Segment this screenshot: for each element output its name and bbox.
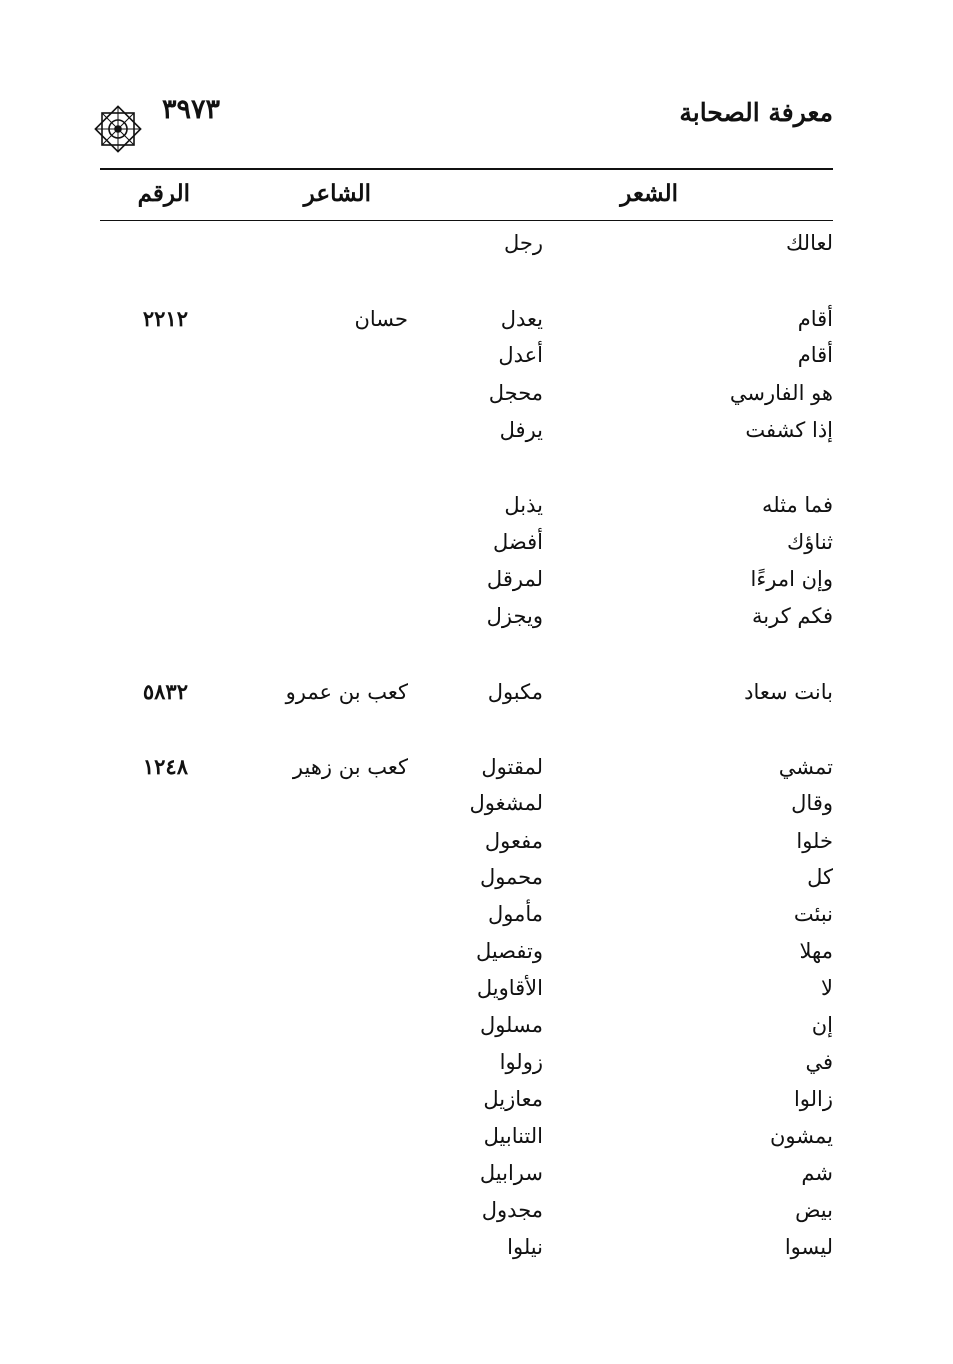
verse-rhyme: لمشغول (469, 791, 543, 815)
table-row (0, 490, 953, 524)
verse-opening: شم (801, 1161, 833, 1185)
verse-rhyme: مأمول (487, 902, 543, 926)
verse-rhyme: مفعول (484, 829, 543, 853)
table-row (0, 899, 953, 933)
table-row (0, 862, 953, 896)
verse-rhyme: محمول (479, 865, 543, 889)
verse-opening: مهلا (799, 939, 833, 963)
verse-opening: نبئت (793, 902, 833, 926)
table-row (0, 378, 953, 412)
entry-number: ٢٢١٢ (142, 306, 188, 331)
table-row (0, 564, 953, 598)
poet-name: كعب بن زهير (292, 755, 408, 779)
verse-opening: كل (807, 865, 833, 889)
verse-opening: فما مثله (761, 493, 833, 517)
verse-opening: خلوا (796, 829, 833, 853)
verse-rhyme: زولوا (499, 1050, 543, 1074)
table-row (0, 527, 953, 561)
verse-opening: أقام (797, 307, 833, 331)
column-header-poet: الشاعر (303, 180, 371, 207)
table-row (0, 1158, 953, 1192)
table-row (0, 936, 953, 970)
table-row (0, 1084, 953, 1118)
verse-opening: وقال (791, 791, 833, 815)
verse-rhyme: نيلوا (507, 1235, 543, 1259)
verse-opening: فكم كربة (752, 604, 833, 628)
table-row (0, 304, 953, 338)
poet-name: كعب بن عمرو (285, 680, 408, 704)
verse-rhyme: يرفل (499, 418, 543, 442)
table-row (0, 1195, 953, 1229)
verse-opening: يمشون (770, 1124, 833, 1148)
poet-name: حسان (354, 307, 408, 331)
table-row (0, 415, 953, 449)
verse-opening: في (805, 1050, 833, 1074)
table-row (0, 340, 953, 374)
book-title: معرفة الصحابة (679, 98, 833, 127)
verse-opening: تمشي (778, 755, 833, 779)
verse-rhyme: وتفصيل (475, 939, 543, 963)
table-row (0, 973, 953, 1007)
verse-rhyme: التنابيل (483, 1124, 543, 1148)
verse-opening: لعالك (785, 231, 833, 255)
table-row (0, 826, 953, 860)
verse-opening: إن (811, 1013, 833, 1037)
page-number: ٣٩٧٣ (162, 94, 221, 125)
table-row (0, 601, 953, 635)
verse-opening: هو الفارسي (729, 381, 833, 405)
verse-opening: أقام (797, 343, 833, 367)
verse-opening: زالوا (793, 1087, 833, 1111)
verse-rhyme: يذبل (504, 493, 543, 517)
verse-rhyme: رجل (503, 231, 543, 255)
verse-rhyme: سرابيل (479, 1161, 543, 1185)
verse-rhyme: مجدول (481, 1198, 543, 1222)
verse-rhyme: لمرقل (486, 567, 543, 591)
verse-opening: لا (821, 976, 833, 1000)
verse-opening: إذا كشفت (745, 418, 833, 442)
table-row (0, 677, 953, 711)
verse-opening: ليسوا (784, 1235, 833, 1259)
verse-rhyme: ويجزل (486, 604, 543, 628)
table-row (0, 1121, 953, 1155)
verse-rhyme: مكبول (487, 680, 543, 704)
verse-rhyme: محجل (488, 381, 543, 405)
table-row (0, 1047, 953, 1081)
verse-rhyme: معازيل (483, 1087, 543, 1111)
table-row (0, 1232, 953, 1266)
verse-opening: ثناؤك (786, 530, 833, 554)
entry-number: ١٢٤٨ (142, 754, 188, 779)
verse-rhyme: أفضل (493, 530, 543, 554)
verse-rhyme: يعدل (500, 307, 543, 331)
entry-number: ٥٨٣٢ (142, 679, 188, 704)
verse-rhyme: مسلول (479, 1013, 543, 1037)
verse-opening: بانت سعاد (744, 680, 833, 704)
verse-opening: بيض (795, 1198, 833, 1222)
table-row (0, 228, 953, 262)
verse-rhyme: الأقاويل (476, 976, 543, 1000)
column-header-poetry: الشعر (620, 180, 678, 207)
verse-rhyme: أعدل (498, 343, 543, 367)
column-header-number: الرقم (137, 180, 190, 207)
table-row (0, 788, 953, 822)
table-row (0, 1010, 953, 1044)
verse-rhyme: لمقتول (481, 755, 543, 779)
verse-opening: وإن امرءًا (750, 567, 833, 591)
table-row (0, 752, 953, 786)
